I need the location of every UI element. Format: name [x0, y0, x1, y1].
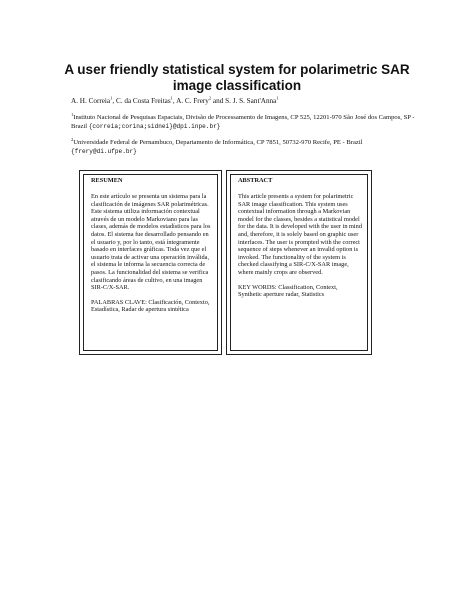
author: S. J. S. Sant'Anna	[225, 97, 277, 105]
abstract-keywords: KEY WORDS: Classification, Context, Synthetic aperture radar, Statistics	[238, 283, 338, 299]
author-affiliation-mark: 1	[276, 95, 279, 101]
affiliation-1	[71, 111, 415, 131]
resumen-frame	[83, 174, 218, 351]
author: A. C. Frery	[176, 97, 209, 105]
resumen-box	[79, 170, 222, 355]
author-affiliation-mark: 2	[208, 95, 212, 101]
resumen-heading: RESUMEN	[91, 177, 123, 184]
abstract-box	[226, 170, 372, 355]
affiliation-mark: 2	[71, 136, 74, 142]
affiliation-email[interactable]: {frery@di.ufpe.br}	[71, 147, 137, 155]
abstract-body: This article presents a system for polarimetric SAR image classification. This system uses contextual information through a Markovian model for the classes, besides a statistical model for the data. It is developed with the user in mind and, therefore, it is solely based on graphic user interfaces. The user is prompted with the correct sequence of steps whenever an invalid option is invoked. The functionality of the system is checked classifying a SIR-C/X-SAR image, where mainly crops are observed.	[238, 193, 362, 276]
author-separator: and	[211, 97, 226, 105]
author-list	[71, 97, 411, 106]
author-affiliation-mark: 1	[170, 95, 173, 101]
author-affiliation-mark: 1	[110, 95, 113, 101]
affiliation-text: Universidade Federal de Pernambuco, Departamento de Informática, CP 7851, 50732-970 Recife, PE - Brazil	[73, 139, 363, 146]
resumen-keywords: PALABRAS CLAVE: Clasificación, Contexto, Estadística, Radar de apertura sintética	[91, 298, 210, 314]
abstract-heading: ABSTRACT	[238, 177, 273, 184]
author: C. da Costa Freitas	[115, 97, 171, 105]
resumen-body: En este artículo se presenta un sistema para la clasificación de imágenes SAR polarimétricas. Este sistema utiliza información contextual através de un modelo Markoviano para las clases, además de modelos estadísticos para los datos. El sistema fue desarrollado pensando en el usuario y, por lo tanto, está íntegramente basado en interfaces gráficas. Toda vez que el usuario trata de activar una operación inválida, el sistema le informa la secuencia correcta de pasos. La funcionalidad del sistema se verifica clasificando áreas de cultivo, en una imagen SIR-C/X-SAR.	[91, 193, 211, 292]
abstract-frame	[230, 174, 368, 351]
author-separator: ,	[112, 97, 116, 105]
affiliation-text: Instituto Nacional de Pesquisas Espaciais, Divisão de Processamento de Imagens, CP 525, 12201-970 São José dos Campos, SP - Brazil	[71, 114, 415, 130]
affiliation-email[interactable]: {correia;corina;sidnei}@dpi.inpe.br}	[88, 122, 221, 130]
affiliation-mark: 1	[71, 111, 74, 117]
author: A. H. Correia	[71, 97, 111, 105]
author-separator: ,	[172, 97, 177, 105]
paper-title: A user friendly statistical system for polarimetric SAR image classification	[64, 62, 410, 93]
affiliation-2	[71, 136, 415, 156]
